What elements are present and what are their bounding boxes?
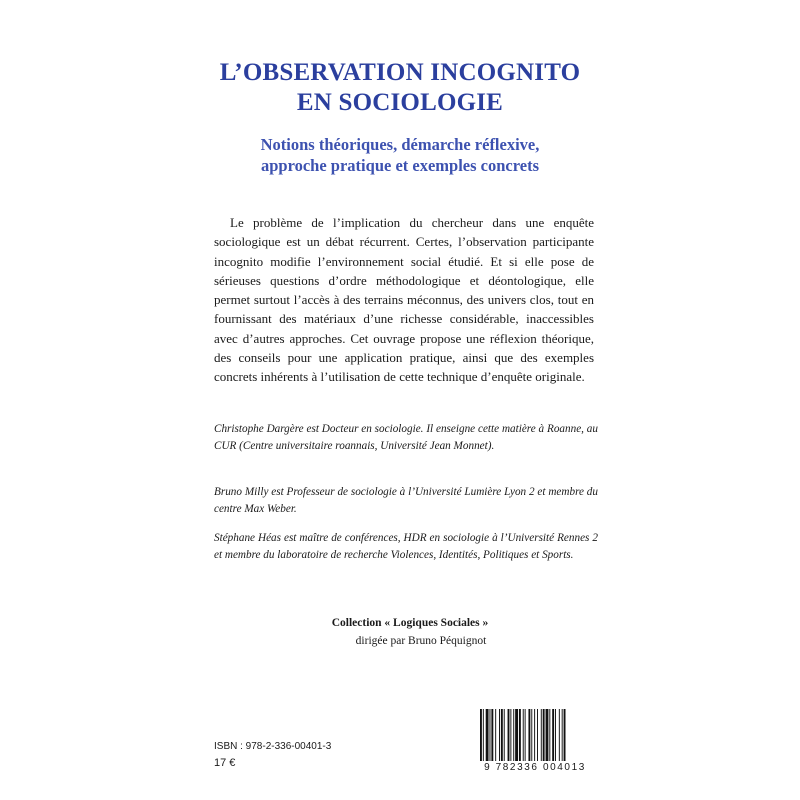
barcode-bar [491,709,493,765]
barcode-bar [504,709,505,765]
collection-name: Collection « Logiques Sociales » [331,617,489,629]
barcode-bar [515,709,518,765]
isbn-label: ISBN : 978-2-336-00401-3 [214,741,332,752]
author-bio-heas: Stéphane Héas est maître de conférences, HDR en sociologie à l’Université Rennes 2 et membre du laboratoire de recherche Violences, Identités, Politiques et Sports. [214,532,598,561]
barcode-bar [499,709,500,765]
author-bio-milly: Bruno Milly est Professeur de sociologie à l’Université Lumière Lyon 2 et membre du centre Max Weber. [214,486,598,515]
price-label: 17 € [214,757,236,769]
barcode-bar [513,709,514,765]
barcode-bar [528,709,530,765]
barcode-bar [531,709,532,765]
book-subtitle-line-1: Notions théoriques, démarche réflexive, [260,135,540,154]
barcode-bar [543,709,545,765]
barcode-bar [541,709,542,765]
barcode-bar [525,709,526,765]
book-title [0,58,800,118]
barcode-bar [523,709,524,765]
barcode-bar [552,709,554,765]
barcode-bar [510,709,511,765]
barcode-bar [562,709,563,765]
barcode-bar [537,709,538,765]
book-title-line-1: L’OBSERVATION INCOGNITO [219,59,581,86]
book-title-line-2: EN SOCIOLOGIE [296,89,504,116]
book-subtitle-line-2: approche pratique et exemples concrets [260,156,539,175]
barcode-bar [564,709,566,765]
barcode-bar [546,709,549,765]
barcode-bar [501,709,503,765]
barcode-bar [508,709,510,765]
barcode-bar [490,709,491,765]
collection-director: dirigée par Bruno Péquignot [355,635,487,647]
barcode-bar [555,709,556,765]
barcode-bar [486,709,489,765]
collection-info [0,614,800,650]
book-subtitle [0,134,800,176]
author-bio-dargere: Christophe Dargère est Docteur en sociologie. Il enseigne cette matière à Roanne, au CUR (Centre universitaire roannais, Université Jean Monnet). [214,423,598,452]
barcode-number: 9 782336 004013 [470,761,600,774]
barcode-bar [534,709,535,765]
barcode-bar [559,709,560,765]
barcode-bar [483,709,484,765]
book-summary: Le problème de l’implication du chercheur dans une enquête sociologique est un débat récurrent. Certes, l’observation participante incognito modifie l’environnement social étudié. Et si elle pose de sérieuses questions d’ordre méthodologique et déontologique, elle permet surtout l’accès à des terrains méconnus, des univers clos, tout en fournissant des matériaux d’une richesse considérable, inaccessibles avec d’autres approches. Cet ouvrage propose une réflexion théorique, des conseils pour une application pratique, ainsi que des exemples concrets inhérents à l’utilisation de cette technique d’enquête originale. [214,215,594,385]
barcode-bar [495,709,496,765]
barcode-bar [549,709,550,765]
barcode-bar [480,709,482,765]
barcode-bar [519,709,521,765]
barcode-bars [470,707,600,765]
